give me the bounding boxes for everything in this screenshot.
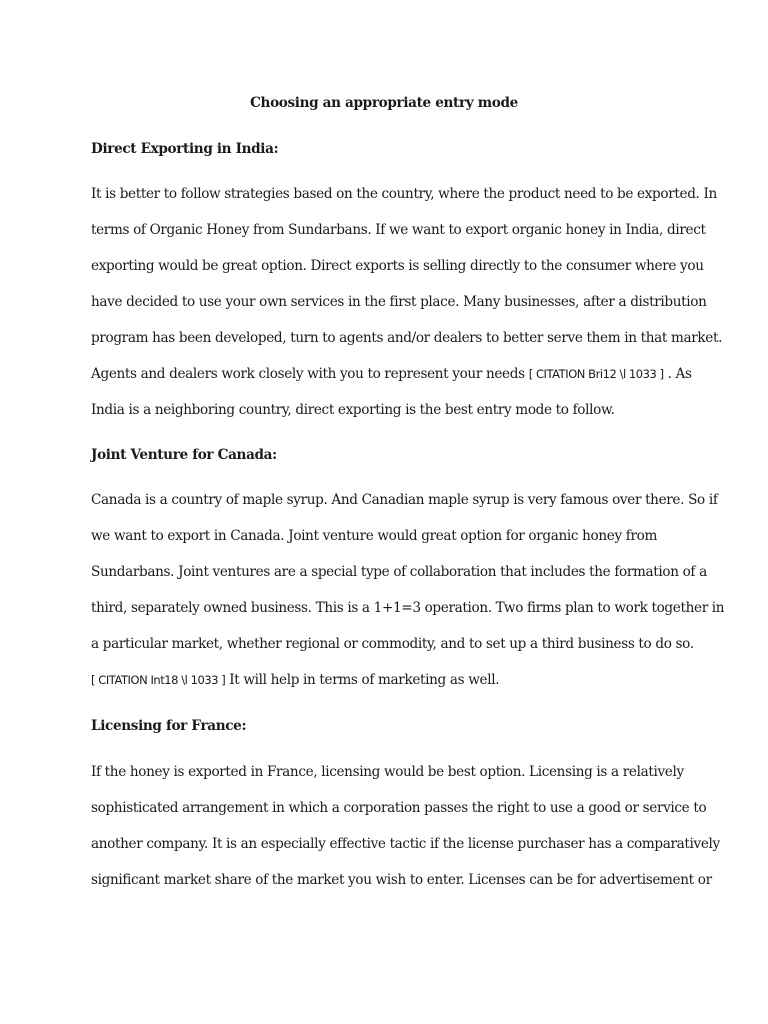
paragraph-line: have decided to use your own services in the first place. Many businesses, after a distribution bbox=[91, 294, 707, 310]
section-heading-france: Licensing for France: bbox=[91, 718, 247, 734]
section-body-india bbox=[91, 185, 723, 437]
paragraph-line: Canada is a country of maple syrup. And Canadian maple syrup is very famous over there. So if bbox=[91, 492, 718, 508]
paragraph-line: another company. It is an especially effective tactic if the license purchaser has a comparatively bbox=[91, 836, 720, 852]
line-text: Agents and dealers work closely with you to represent your needs bbox=[91, 366, 529, 382]
paragraph-line: third, separately owned business. This is a 1+1=3 operation. Two firms plan to work together in bbox=[91, 600, 725, 616]
paragraph-line: terms of Organic Honey from Sundarbans. If we want to export organic honey in India, direct bbox=[91, 222, 706, 238]
paragraph-line: exporting would be great option. Direct exports is selling directly to the consumer where you bbox=[91, 258, 704, 274]
paragraph-line: India is a neighboring country, direct exporting is the best entry mode to follow. bbox=[91, 402, 615, 418]
paragraph-line: a particular market, whether regional or commodity, and to set up a third business to do so. bbox=[91, 636, 694, 652]
paragraph-line: significant market share of the market you wish to enter. Licenses can be for advertisement or bbox=[91, 872, 712, 888]
paragraph-line: sophisticated arrangement in which a corporation passes the right to use a good or service to bbox=[91, 800, 707, 816]
paragraph-line: program has been developed, turn to agents and/or dealers to better serve them in that market. bbox=[91, 330, 723, 346]
paragraph-line: It is better to follow strategies based on the country, where the product need to be exported. In bbox=[91, 186, 717, 202]
line-text: It will help in terms of marketing as well. bbox=[225, 672, 500, 688]
paragraph-line-with-citation bbox=[91, 671, 691, 707]
paragraph-line: If the honey is exported in France, licensing would be best option. Licensing is a relatively bbox=[91, 764, 684, 780]
line-text: . As bbox=[663, 366, 692, 382]
paragraph-line: Sundarbans. Joint ventures are a special type of collaboration that includes the formation of a bbox=[91, 564, 707, 580]
paragraph-line-with-citation bbox=[91, 365, 691, 401]
section-heading-canada: Joint Venture for Canada: bbox=[91, 447, 277, 463]
citation-field: [ CITATION Int18 \l 1033 ] bbox=[91, 673, 226, 687]
paragraph-line: we want to export in Canada. Joint venture would great option for organic honey from bbox=[91, 528, 657, 544]
citation-field: [ CITATION Bri12 \l 1033 ] bbox=[528, 367, 664, 381]
document-title: Choosing an appropriate entry mode bbox=[250, 95, 518, 111]
section-body-canada bbox=[91, 491, 725, 707]
section-heading-india: Direct Exporting in India: bbox=[91, 141, 279, 157]
section-body-france bbox=[91, 763, 720, 907]
